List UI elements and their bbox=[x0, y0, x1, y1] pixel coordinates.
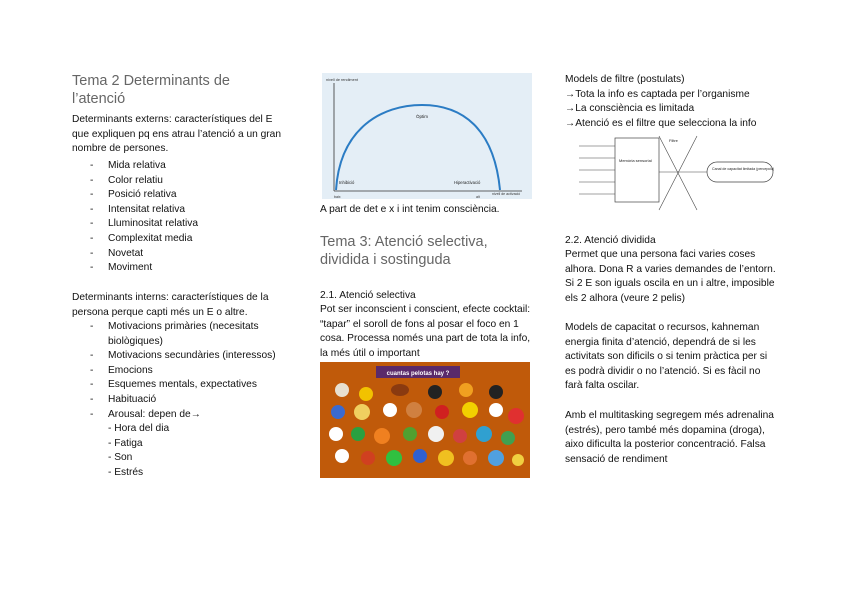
ball-icon bbox=[329, 427, 343, 441]
filter-point: →Atenció es el filtre que selecciona la info bbox=[565, 118, 757, 129]
ball-icon bbox=[508, 408, 524, 424]
ball-icon bbox=[489, 385, 503, 399]
list-item: - Motivacions primàries (necesitats biològiques) bbox=[72, 320, 284, 349]
divided-body: Permet que una persona faci varies coses alhora. Dona R a varies demandes de l’entorn. Si 2 E son iguals oscila en un i altre, imposible els 2 alhora (veure 2 pelis) bbox=[565, 249, 776, 304]
ball-icon bbox=[489, 403, 503, 417]
list-subitem: - Estrés bbox=[108, 466, 144, 478]
ball-icon bbox=[383, 403, 397, 417]
ball-icon bbox=[501, 431, 515, 445]
filter-title: Models de filtre (postulats) bbox=[565, 74, 685, 85]
ball-icon bbox=[459, 383, 473, 397]
list-subitem: - Son bbox=[108, 452, 133, 464]
capacity-body: Models de capacitat o recursos, kahneman energia finita d’atenció, dependrá de si les activitats son dificils o si tenim pràctica per si es podrà dividir o no l’atenció. Si es fàcil no farà falta oscilar. bbox=[565, 322, 768, 392]
input-arrows bbox=[579, 146, 615, 194]
graph-ylabel: nivell de rendiment bbox=[326, 78, 358, 82]
sensory-memory-box bbox=[615, 138, 659, 202]
ball-icon bbox=[359, 387, 373, 401]
image-banner-text: cuantas pelotas hay ? bbox=[386, 371, 450, 377]
list-item: - Mida relativa bbox=[72, 159, 284, 174]
externs-intro: Determinants externs: característiques del E que expliquen pq ens atrau l’atenció a un gran nombre de persones. bbox=[72, 114, 281, 155]
ball-icon bbox=[361, 451, 375, 465]
list-item: - Motivacions secundàries (interessos) bbox=[72, 349, 284, 364]
list-item: - Posició relativa bbox=[72, 188, 284, 203]
arousal-performance-graph bbox=[322, 73, 532, 199]
ball-icon bbox=[476, 426, 492, 442]
ball-icon bbox=[391, 384, 409, 396]
ball-icon bbox=[413, 449, 427, 463]
list-item: - Novetat bbox=[72, 247, 284, 262]
externs-list bbox=[72, 159, 284, 276]
ball-icon bbox=[406, 402, 422, 418]
balls-count-image bbox=[320, 362, 530, 478]
ball-icon bbox=[488, 450, 504, 466]
ball-icon bbox=[428, 426, 444, 442]
ball-icon bbox=[374, 428, 390, 444]
graph-left-label: Inhibició bbox=[339, 180, 355, 185]
graph-x-low: baix bbox=[334, 195, 341, 199]
ball-icon bbox=[351, 427, 365, 441]
ball-icon bbox=[331, 405, 345, 419]
list-item: - Habituació bbox=[72, 393, 284, 408]
list-item: - Arousal: depen de→ bbox=[72, 408, 284, 423]
graph-right-label: Hiperactivació bbox=[454, 180, 481, 185]
ball-icon bbox=[438, 450, 454, 466]
list-item: - Intensitat relativa bbox=[72, 203, 284, 218]
graph-x-high: alt bbox=[476, 195, 480, 199]
list-item: - Color relatiu bbox=[72, 174, 284, 189]
ball-icon bbox=[512, 454, 524, 466]
ball-icon bbox=[386, 450, 402, 466]
list-item: - Esquemes mentals, expectatives bbox=[72, 378, 284, 393]
ball-icon bbox=[335, 383, 349, 397]
list-item: - Lluminositat relativa bbox=[72, 217, 284, 232]
ball-icon bbox=[453, 429, 467, 443]
box2-label: Filtre bbox=[669, 138, 678, 143]
graph-xlabel: nivell de activació bbox=[492, 192, 521, 196]
section-selective: 2.1. Atenció selectiva bbox=[320, 290, 416, 301]
ball-icon bbox=[403, 427, 417, 441]
ball-icon bbox=[354, 404, 370, 420]
ball-icon bbox=[335, 449, 349, 463]
interns-intro: Determinants interns: característiques de la persona perque capti més un E o altre. bbox=[72, 292, 269, 318]
box3-label: Canal de capacitat limitada (percepció) bbox=[712, 167, 775, 171]
ball-icon bbox=[462, 402, 478, 418]
limited-channel-box bbox=[707, 162, 773, 182]
list-subitem: - Fatiga bbox=[108, 437, 143, 449]
list-subitem: - Hora del dia bbox=[108, 423, 170, 435]
list-item: - Emocions bbox=[72, 364, 284, 379]
heading-tema3: Tema 3: Atenció selectiva, dividida i sostinguda bbox=[320, 234, 488, 268]
list-item: - Moviment bbox=[72, 261, 284, 276]
ball-icon bbox=[428, 385, 442, 399]
heading-tema2: Tema 2 Determinants de l’atenció bbox=[72, 73, 230, 107]
filter-point: →La consciència es limitada bbox=[565, 103, 695, 114]
graph-peak-label: Òptim bbox=[416, 114, 429, 119]
interns-list bbox=[72, 320, 284, 481]
list-item: - Complexitat media bbox=[72, 232, 284, 247]
multitask-body: Amb el multitasking segregem més adrenalina (estrés), pero també més dopamina (droga), aixo dificulta la posterior concentració. Falsa sensació de rendiment bbox=[565, 410, 774, 465]
filter-model-diagram bbox=[579, 132, 779, 214]
filter-lines bbox=[659, 136, 707, 210]
box1-label: Memòria sensorial bbox=[619, 158, 652, 163]
ball-icon bbox=[435, 405, 449, 419]
filter-point: →Tota la info es captada per l’organisme bbox=[565, 89, 750, 100]
ball-icon bbox=[463, 451, 477, 465]
divided-title: 2.2. Atenció dividida bbox=[565, 235, 656, 246]
selective-body: Pot ser inconscient i conscient, efecte cocktail: “tapar” el soroll de fons al posar el foco en 1 cosa. Processa només una part de tota la info, la més útil o important bbox=[320, 304, 531, 359]
graph-caption: A part de det e x i int tenim consciència. bbox=[320, 204, 500, 215]
